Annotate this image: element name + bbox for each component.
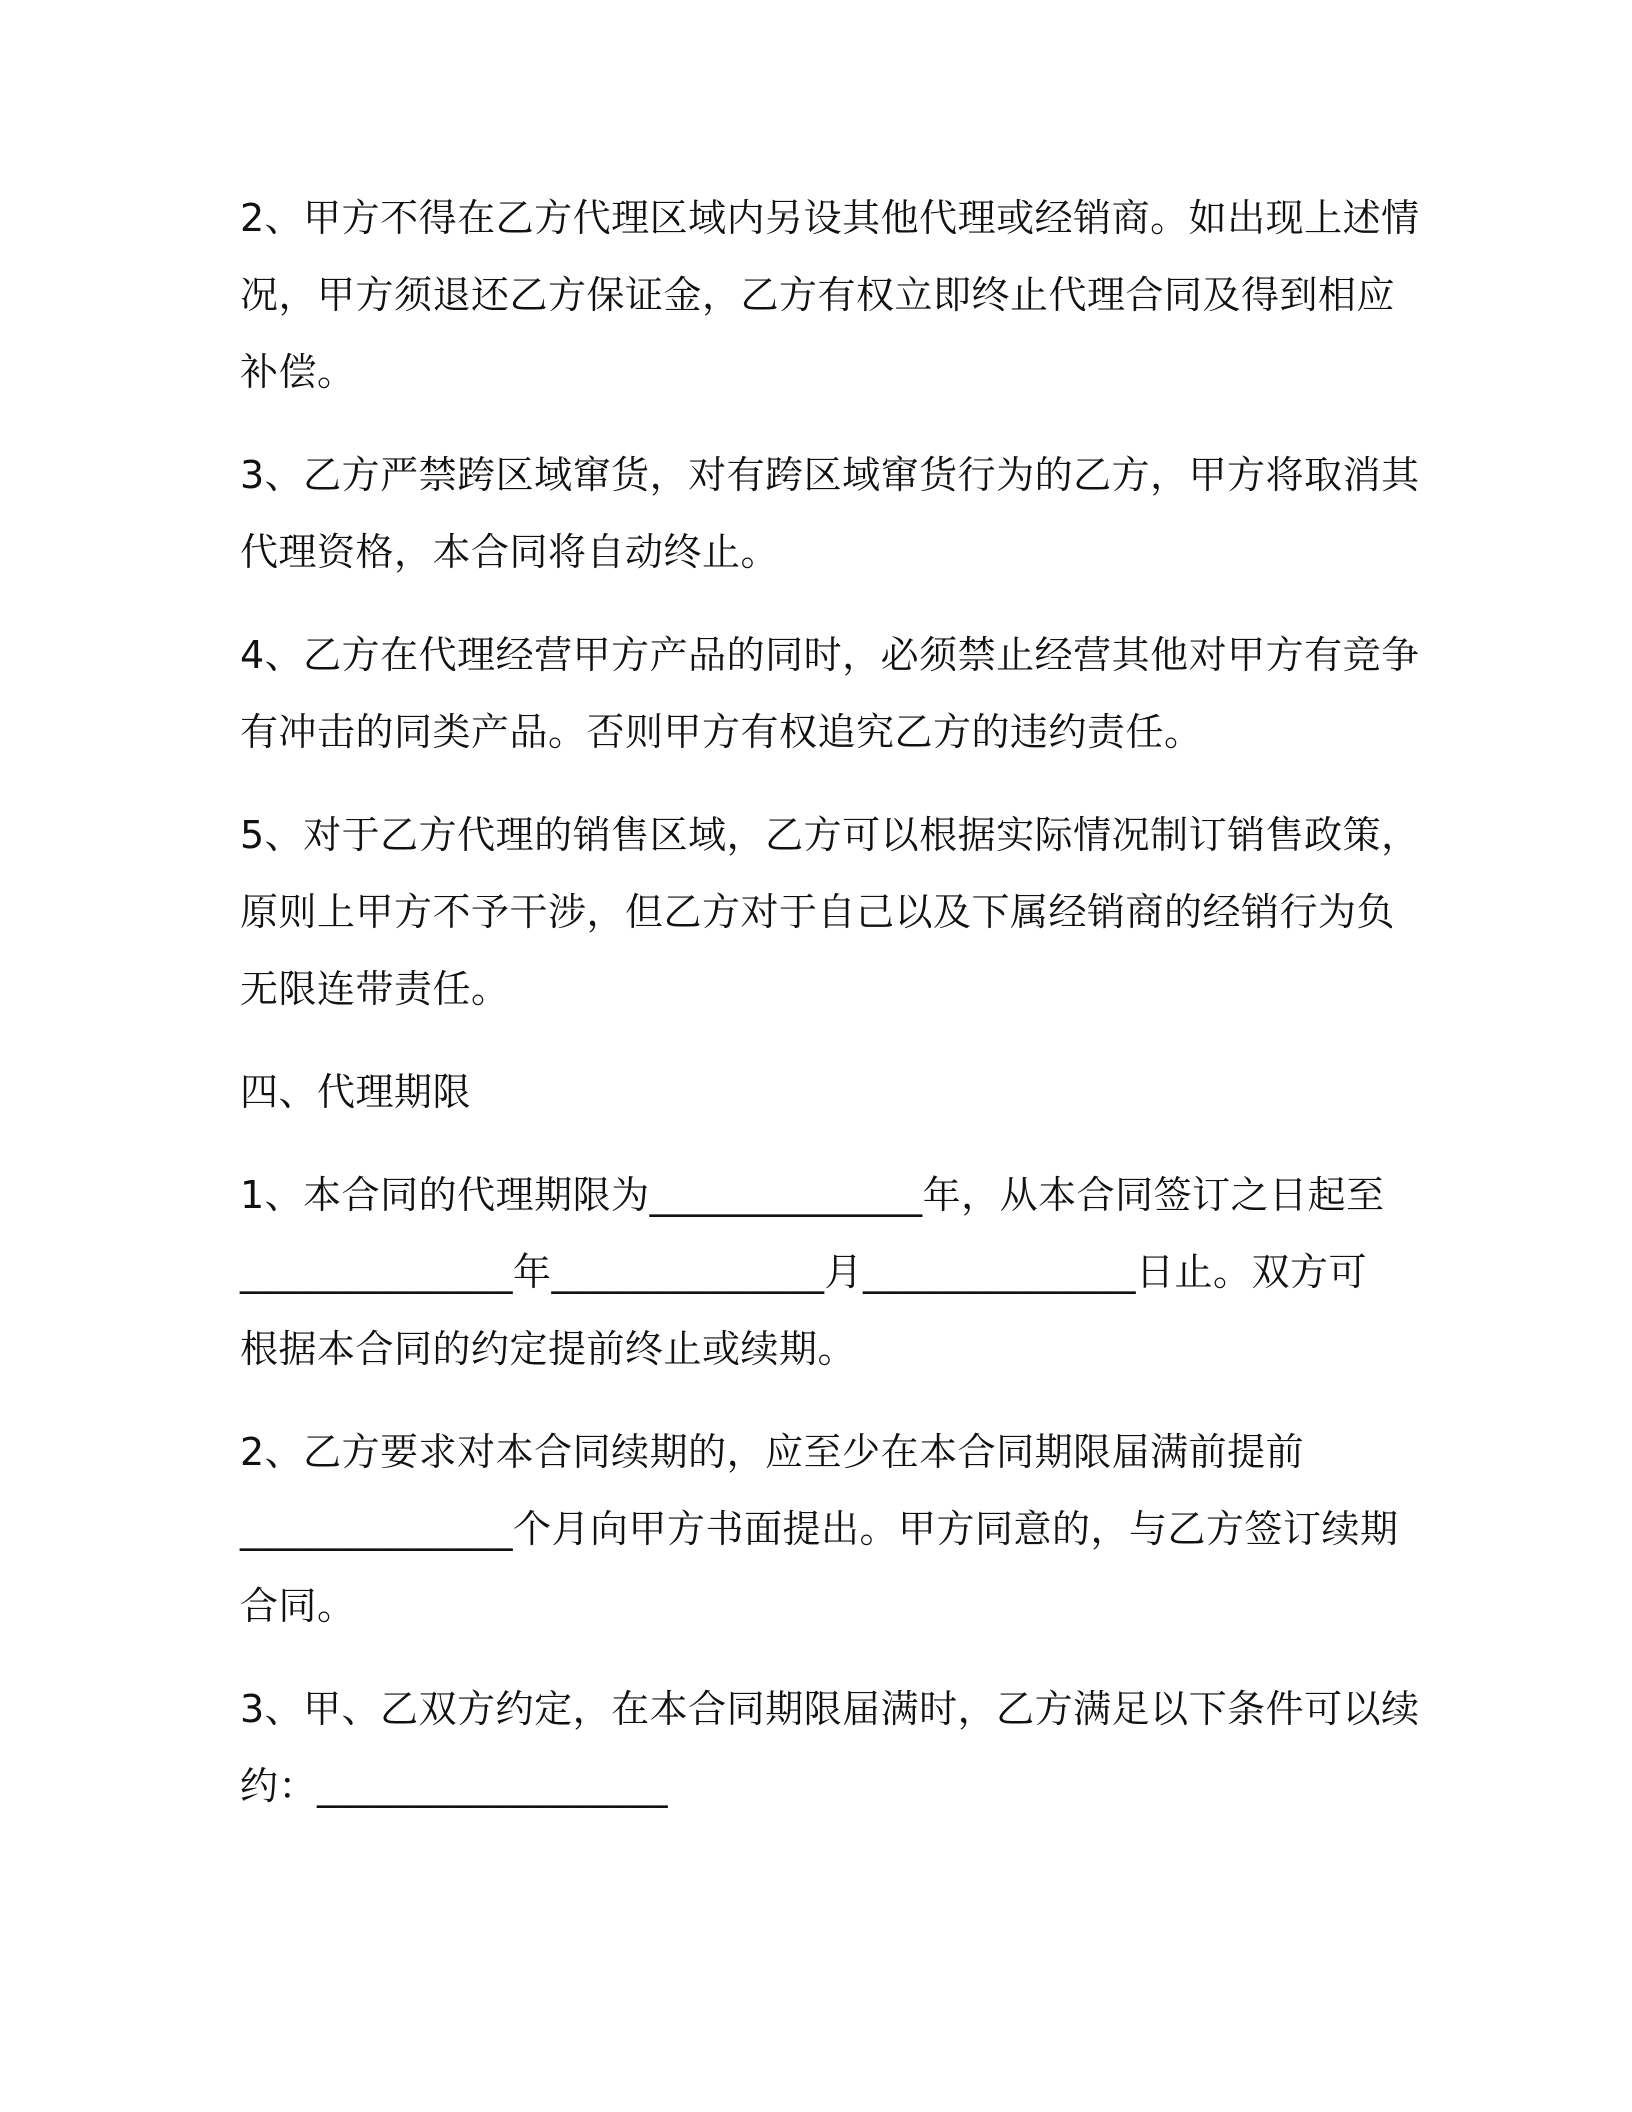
clause-3-5-line-2: 原则上甲方不予干涉，但乙方对于自己以及下属经销商的经销行为负 [240, 890, 1396, 934]
clause-4-1-line-2: ______________年______________月______________日止。双方可 [240, 1250, 1368, 1294]
clause-4-1-line-1: 1、本合同的代理期限为______________年，从本合同签订之日起至 [240, 1173, 1385, 1217]
clause-3-2-line-3: 补偿。 [240, 350, 356, 394]
clause-3-4-line-1: 4、乙方在代理经营甲方产品的同时，必须禁止经营其他对甲方有竞争 [240, 633, 1420, 677]
clause-3-2-line-2: 况，甲方须退还乙方保证金，乙方有权立即终止代理合同及得到相应 [240, 273, 1396, 317]
clause-3-4-line-2: 有冲击的同类产品。否则甲方有权追究乙方的违约责任。 [240, 710, 1203, 754]
clause-4-3-line-2: 约：__________________ [240, 1764, 669, 1808]
clause-3-2-line-1: 2、甲方不得在乙方代理区域内另设其他代理或经销商。如出现上述情 [240, 196, 1420, 240]
clause-4-2-line-2: ______________个月向甲方书面提出。甲方同意的，与乙方签订续期 [240, 1507, 1399, 1551]
clause-3-3-line-1: 3、乙方严禁跨区域窜货，对有跨区域窜货行为的乙方，甲方将取消其 [240, 453, 1420, 497]
clause-3-3-line-2: 代理资格，本合同将自动终止。 [240, 530, 780, 574]
clause-3-5-line-1: 5、对于乙方代理的销售区域，乙方可以根据实际情况制订销售政策， [240, 813, 1420, 857]
clause-3-5-line-3: 无限连带责任。 [240, 967, 510, 1011]
clause-4-2-line-3: 合同。 [240, 1584, 356, 1628]
clause-4-1-line-3: 根据本合同的约定提前终止或续期。 [240, 1327, 857, 1371]
clause-4-3-line-1: 3、甲、乙双方约定，在本合同期限届满时，乙方满足以下条件可以续 [240, 1687, 1420, 1731]
section-4-heading: 四、代理期限 [240, 1070, 472, 1114]
clause-4-2-line-1: 2、乙方要求对本合同续期的，应至少在本合同期限届满前提前 [240, 1430, 1305, 1474]
